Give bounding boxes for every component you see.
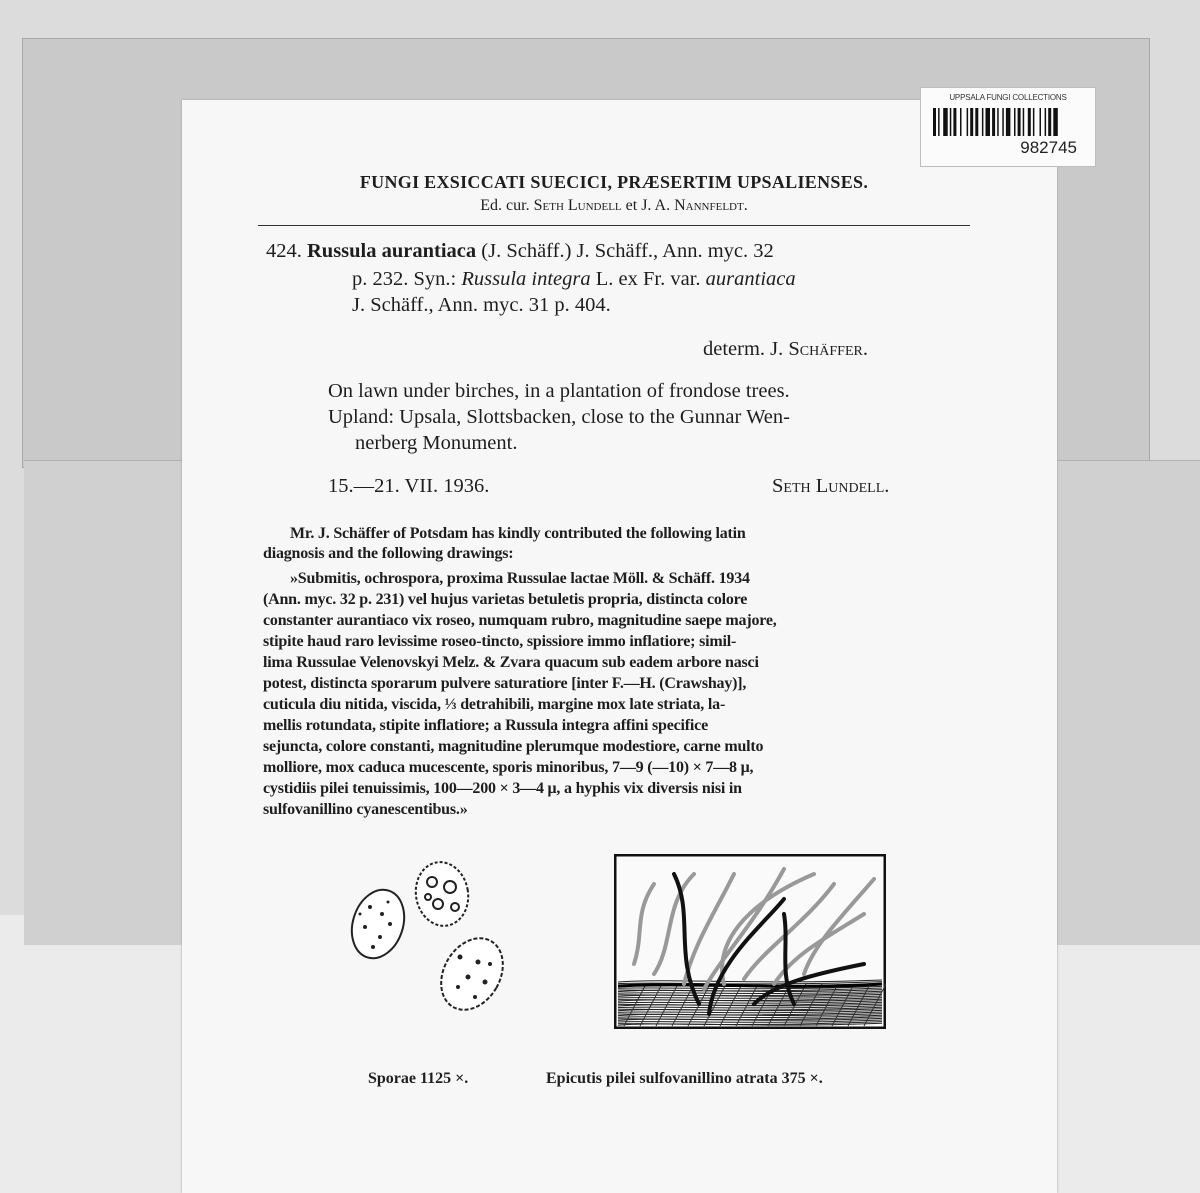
habitat-line-3: nerberg Monument. xyxy=(355,432,518,454)
diagnosis-line: constanter aurantiaco vix roseo, numquam rubro, magnitudine saepe majore, xyxy=(263,612,777,629)
diagnosis-line: cuticula diu nitida, viscida, ⅓ detrahibili, margine mox late striata, la- xyxy=(263,696,726,713)
barcode-institution: UPPSALA FUNGI COLLECTIONS xyxy=(949,93,1067,102)
series-editors xyxy=(258,197,970,215)
entry-line-1 xyxy=(266,240,774,263)
entry-line-2-pre: p. 232. Syn.: xyxy=(352,268,457,290)
spores-caption: Sporae 1125 ×. xyxy=(368,1070,469,1087)
diagnosis-line: mellis rotundata, stipite inflatiore; a Russula integra affini specifice xyxy=(263,717,708,734)
collection-date: 15.—21. VII. 1936. xyxy=(328,475,490,497)
epicutis-drawing xyxy=(614,854,886,1029)
determiner-name: Schäffer. xyxy=(788,338,868,360)
barcode-label xyxy=(920,87,1096,167)
epicutis-caption: Epicutis pilei sulfovanillino atrata 375 ×. xyxy=(546,1070,823,1087)
entry-line-2 xyxy=(352,268,796,291)
diagnosis-line: »Submitis, ochrospora, proxima Russulae lactae Möll. & Schäff. 1934 xyxy=(290,570,750,587)
collector-name: Seth Lundell. xyxy=(772,475,890,497)
barcode-icon xyxy=(933,108,1083,136)
editors-prefix: Ed. cur. xyxy=(480,197,530,214)
synonym-species: Russula integra xyxy=(461,268,591,290)
species-name: Russula aurantiaca xyxy=(307,240,477,262)
diagnosis-line: cystidiis pilei tenuissimis, 100—200 × 3—4 μ, a hyphis vix diversis nisi in xyxy=(263,780,742,797)
diagnosis-line: Mr. J. Schäffer of Potsdam has kindly contributed the following latin xyxy=(290,525,746,542)
diagnosis-line: stipite haud raro levissime roseo-tincto, spissiore immo inflatiore; simil- xyxy=(263,633,737,650)
diagnosis-line: diagnosis and the following drawings: xyxy=(263,545,514,562)
barcode-number: 982745 xyxy=(1020,138,1077,157)
diagnosis-line: sejuncta, colore constanti, magnitudine plerumque modestiore, carne multo xyxy=(263,738,764,755)
diagnosis-line: molliore, mox caduca mucescente, sporis minoribus, 7—9 (—10) × 7—8 μ, xyxy=(263,759,754,776)
spore-1 xyxy=(343,883,412,965)
diagnosis-line: sulfovanillino cyanescentibus.» xyxy=(263,801,468,818)
editor-2: J. A. Nannfeldt. xyxy=(641,197,748,214)
diagnosis-line: potest, distincta sporarum pulvere saturatiore [inter F.—H. (Crawshay)], xyxy=(263,675,747,692)
habitat-line-2: Upland: Upsala, Slottsbacken, close to the Gunnar Wen- xyxy=(328,406,790,428)
diagnosis-line: lima Russulae Velenovskyi Melz. & Zvara quacum sub eadem arbore nasci xyxy=(263,654,759,671)
header-rule xyxy=(258,225,970,226)
spore-drawings xyxy=(340,852,520,1027)
entry-line-3: J. Schäff., Ann. myc. 31 p. 404. xyxy=(352,294,611,316)
diagnosis-line: (Ann. myc. 32 p. 231) vel hujus varietas betuletis propria, distincta colore xyxy=(263,591,748,608)
spore-3 xyxy=(429,927,515,1021)
entry-line-1-rest: (J. Schäff.) J. Schäff., Ann. myc. 32 xyxy=(481,240,774,262)
entry-number: 424. xyxy=(266,240,302,262)
entry-line-2-mid: L. ex Fr. var. xyxy=(595,268,701,290)
synonym-variety: aurantiaca xyxy=(705,268,796,290)
determiner-prefix: determ. J. xyxy=(703,338,784,360)
series-title: FUNGI EXSICCATI SUECICI, PRÆSERTIM UPSALIENSES. xyxy=(359,172,869,192)
editors-and: et xyxy=(625,197,638,214)
habitat-line-1: On lawn under birches, in a plantation of frondose trees. xyxy=(328,380,790,402)
spore-2 xyxy=(411,858,473,930)
determiner xyxy=(703,338,868,361)
editor-1: Seth Lundell xyxy=(533,197,622,214)
